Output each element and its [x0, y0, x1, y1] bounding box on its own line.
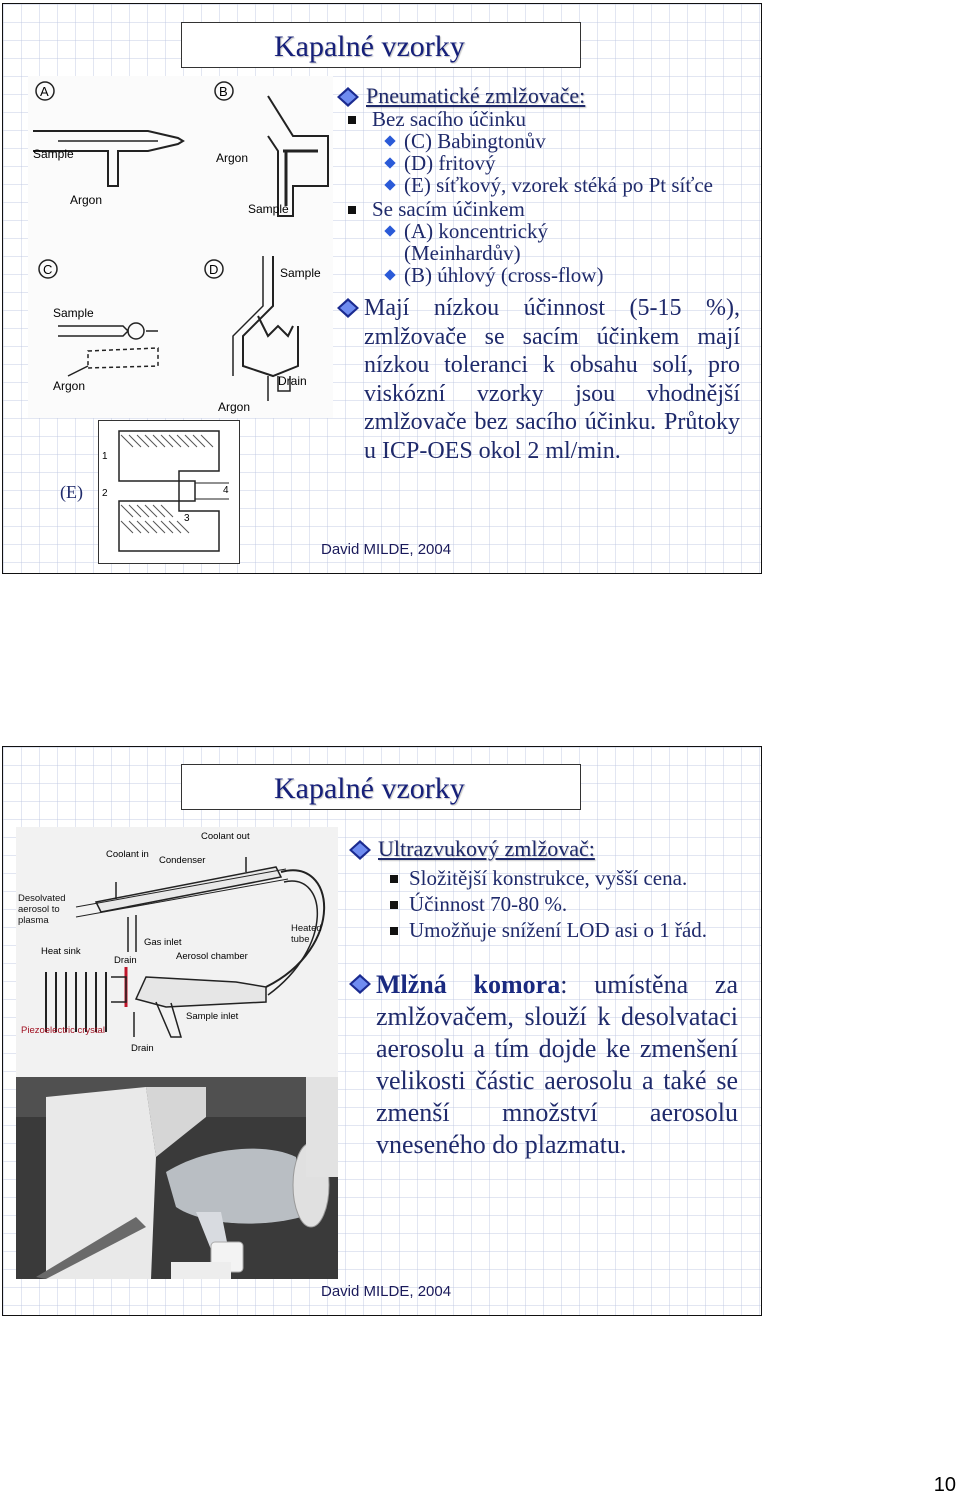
diamond-bullet-icon	[336, 86, 360, 108]
label-condenser: Condenser	[159, 855, 206, 866]
slide-title: Kapalné vzorky	[274, 30, 465, 63]
square-bullet-icon	[390, 875, 398, 883]
footer: David MILDE, 2004	[321, 541, 452, 558]
list-item-label: Umožňuje snížení LOD asi o 1 řád.	[409, 918, 708, 942]
label-e: (E)	[60, 482, 83, 502]
label-gas-inlet: Gas inlet	[144, 937, 182, 948]
label-drain-2: Drain	[131, 1043, 154, 1054]
label-n4: 4	[223, 485, 229, 496]
square-bullet-icon	[390, 927, 398, 935]
spray-chamber-photo	[16, 1077, 338, 1279]
square-bullet-icon	[390, 901, 398, 909]
square-bullet-icon	[348, 206, 356, 214]
sub-list-item	[336, 264, 740, 286]
diamond-bullet-icon	[336, 297, 360, 319]
list-item	[348, 919, 738, 941]
footer: David MILDE, 2004	[321, 1283, 452, 1300]
heading-pneumatic	[336, 84, 740, 108]
sub-list-item	[336, 130, 740, 152]
diamond-small-icon	[384, 269, 395, 280]
label-desolvated: Desolvated aerosol to plasma	[18, 893, 66, 926]
sub-item-label: (E) síťkový, vzorek stéká po Pt síťce	[404, 173, 713, 197]
label-sample-b: Sample	[248, 202, 289, 216]
label-sample-inlet: Sample inlet	[186, 1011, 239, 1022]
label-argon-b: Argon	[216, 151, 249, 165]
page-number: 10	[933, 1474, 956, 1496]
label-aerosol-chamber: Aerosol chamber	[176, 951, 248, 962]
label-b: B	[219, 84, 228, 99]
nebulizer-figure-abcd	[28, 76, 333, 418]
label-sample-a: Sample	[33, 147, 74, 161]
spray-chamber-illustration	[16, 1077, 338, 1279]
list-item-label: Složitější konstrukce, vyšší cena.	[409, 866, 688, 890]
paragraph-text: : umístěna za zmlžovačem, slouží k desolvataci aerosolu a tím dojde ke zmenšení velikosti částic aerosolu a také se zmenší množství aerosolu vneseného do plazmatu.	[376, 970, 738, 1159]
sub-item-label: (A) koncentrický (Meinhardův)	[404, 219, 549, 265]
label-c: C	[43, 262, 53, 277]
label-a: A	[40, 84, 49, 99]
paragraph-efficiency	[336, 294, 740, 465]
slide2-content	[348, 837, 738, 1161]
title-box	[181, 764, 581, 810]
list-item-label: Účinnost 70-80 %.	[409, 892, 568, 916]
label-d: D	[209, 262, 219, 277]
label-sample-c: Sample	[53, 306, 94, 320]
label-coolant-in: Coolant in	[106, 849, 149, 860]
diamond-small-icon	[384, 135, 395, 146]
heading-text: Pneumatické zmlžovače:	[366, 83, 586, 108]
list-item	[336, 108, 740, 130]
list-item-label: Se sacím účinkem	[372, 197, 525, 221]
label-n3: 3	[184, 513, 190, 524]
sub-list-item	[336, 152, 740, 174]
heading-ultrasonic	[348, 837, 738, 861]
sub-list-item	[336, 174, 740, 196]
label-drain-d: Drain	[278, 374, 307, 388]
sub-item-label: (C) Babingtonův	[404, 129, 546, 153]
nebulizer-figure-e	[98, 420, 240, 564]
square-bullet-icon	[348, 116, 356, 124]
sub-item-label: (B) úhlový (cross-flow)	[404, 263, 604, 287]
label-coolant-out: Coolant out	[201, 831, 250, 842]
mesh-nebulizer-diagram	[99, 421, 239, 563]
slide1-content	[336, 84, 740, 465]
list-item	[336, 198, 740, 220]
slide-2	[2, 746, 762, 1316]
diamond-bullet-icon	[348, 839, 372, 861]
list-item	[348, 893, 738, 915]
sub-list-item	[336, 220, 740, 264]
label-piezo: Piezoelectric crystal	[21, 1025, 105, 1036]
list-item-label: Bez sacího účinku	[372, 107, 526, 131]
label-heat-sink: Heat sink	[41, 946, 81, 957]
diamond-small-icon	[384, 179, 395, 190]
label-heated-tube: Heated tube	[291, 923, 322, 945]
slide-1	[2, 3, 762, 574]
label-sample-d: Sample	[280, 266, 321, 280]
paragraph-bold: Mlžná komora	[376, 970, 561, 999]
paragraph-text: Mají nízkou účinnost (5-15 %), zmlžovače se sacím účinkem mají nízkou toleranci k obsahu solí, pro viskózní vzorky jsou vhodnější zmlžovače bez sacího účinku. Průtoky u ICP-OES okol 2 ml/min.	[364, 295, 740, 464]
nebulizer-diagram	[28, 76, 333, 418]
sub-item-label: (D) fritový	[404, 151, 496, 175]
title-box	[181, 22, 581, 68]
paragraph-mist-chamber	[348, 969, 738, 1161]
diamond-small-icon	[384, 225, 395, 236]
diamond-bullet-icon	[348, 973, 372, 995]
heading-text: Ultrazvukový zmlžovač:	[378, 836, 595, 861]
list-item	[348, 867, 738, 889]
label-argon-c: Argon	[53, 379, 86, 393]
label-argon-a: Argon	[70, 193, 103, 207]
label-n1: 1	[102, 451, 108, 462]
label-drain-1: Drain	[114, 955, 137, 966]
label-n2: 2	[102, 488, 108, 499]
label-argon-d: Argon	[218, 400, 251, 414]
diamond-small-icon	[384, 157, 395, 168]
slide-title: Kapalné vzorky	[274, 772, 465, 805]
